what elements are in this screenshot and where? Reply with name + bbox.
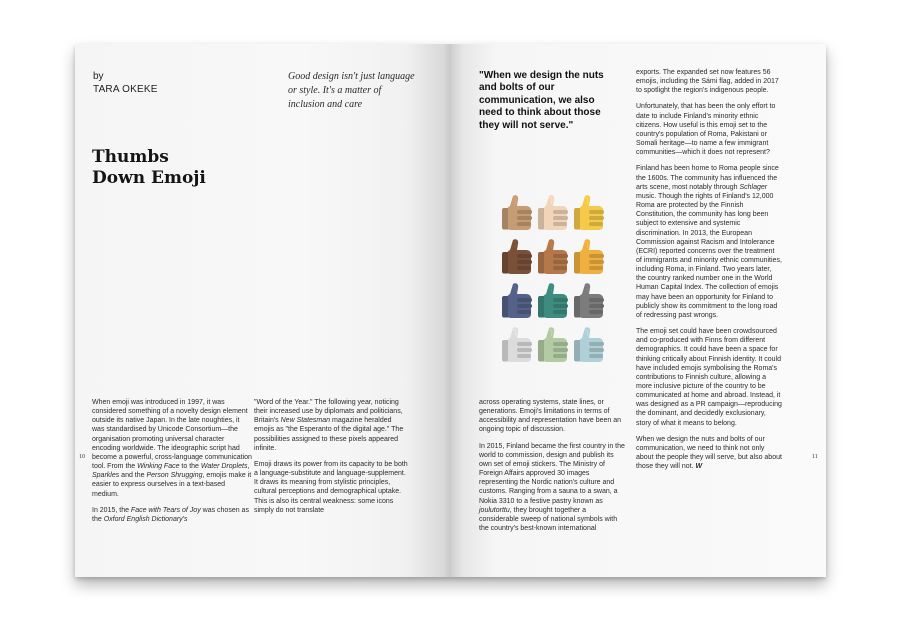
- text-run: When we design the nuts and bolts of our communication, we need to think not only about the people they will serve, but also about those they will not.: [636, 435, 782, 471]
- text-run-italic: Oxford English Dictionary's: [103, 515, 188, 523]
- page-number-left: 10: [79, 454, 85, 460]
- left-page: [75, 44, 451, 577]
- title-line-2: Down Emoji: [92, 168, 206, 188]
- thumbs-up-icon: [501, 192, 535, 232]
- article-title: [92, 147, 262, 189]
- paragraph: The emoji set could have been crowdsourced and co-produced with Finns from different demographics. It could have been a space for thinking critically about Finnish identity. It could have included emojis symbolising the Roma's contributions to Finnish culture, allowing a more inclusive picture of the country to be communicated at home and abroad. Instead, it was designed as a PR campaign—reproducing the dominant, and decidedly exclusionary, story of what it means to belong.: [636, 328, 782, 427]
- paragraph: [479, 442, 625, 534]
- thumbs-emoji-grid: [501, 192, 619, 368]
- text-run: When emoji was introduced in 1997, it was considered something of a novelty design element outside its native Japan. In the late noughties, it was standardised by Unicode Consortium—the organisation promoting universal character encoding worldwide. The ideographic script had become a powerful, cross-language communication tool. From the: [92, 399, 252, 471]
- text-run-italic: Water Droplets: [200, 463, 248, 471]
- tagline: Good design isn't just language or style. It's a matter of inclusion and care: [288, 71, 415, 110]
- text-run: In 2015, Finland became the first country in the world to commission, design and publish its own set of emoji stickers. The Ministry of Foreign Affairs approved 30 images representing the Nordic nation's culture and customs. Ranging from a sauna to a swan, a Nokia 3310 to a festive pastry known as: [479, 442, 625, 505]
- signoff-mark: W: [695, 463, 703, 471]
- title-line-1: Thumbs: [92, 147, 169, 167]
- text-run-italic: Face with Tears of Joy: [130, 506, 201, 514]
- body-column-3: [479, 398, 625, 533]
- text-run: and the: [119, 472, 147, 480]
- text-run-italic: Sparkles: [92, 472, 120, 480]
- author-name: TARA OKEKE: [93, 84, 158, 95]
- body-column-1: [92, 398, 252, 524]
- thumbs-up-icon: [573, 192, 607, 232]
- byline: [93, 70, 158, 96]
- paragraph: Unfortunately, that has been the only effort to date to include Finland's minority ethnic citizens. How useful is this emoji set to the country's population of Roma, Pakistani or Somali heritage—to name a few immigrant communities—which it does not represent?: [636, 103, 776, 157]
- thumbs-up-icon: [537, 236, 571, 276]
- paragraph: [636, 164, 782, 320]
- thumbs-up-icon: [573, 324, 607, 364]
- text-run: magazine heralded emojis as "the Esperanto of the digital age." The possibilities assigned to these pixels appeared infinite.: [254, 417, 404, 452]
- paragraph: across operating systems, state lines, or generations. Emoji's limitations in terms of accessibility and representation have been an ongoing topic of discussion.: [479, 399, 622, 434]
- text-run: to the: [179, 463, 201, 471]
- byline-prefix: by: [93, 71, 104, 82]
- text-run: "Word of the Year." The following year, noticing their increased use by diplomats and politicians, Britain's: [254, 399, 403, 425]
- body-column-4: [636, 68, 782, 471]
- text-run: , emojis make it easier to express ourselves in a text-based medium.: [92, 472, 252, 498]
- text-run: ,: [247, 463, 250, 471]
- thumbs-up-icon: [501, 280, 535, 320]
- paragraph: [92, 398, 252, 499]
- paragraph: [636, 435, 782, 472]
- thumbs-up-icon: [501, 324, 535, 364]
- thumbs-up-icon: [537, 192, 571, 232]
- paragraph: [254, 398, 410, 453]
- text-run-italic: joulutorttu: [479, 506, 510, 514]
- text-run-italic: Person Shrugging: [146, 472, 203, 480]
- thumbs-up-icon: [537, 280, 571, 320]
- thumbs-up-icon: [501, 236, 535, 276]
- text-run-italic: Schlager: [739, 183, 768, 191]
- thumbs-up-icon: [537, 324, 571, 364]
- text-run: music. Though the rights of Finland's 12,000 Roma are protected by the Finnish Constitution, the community has long been subject to extensive and systemic discrimination. In 2013, the European Commission against Racism and Intolerance (ECRI) reported concerns over the treatment of immigrants and minority ethnic communities, including Roma, in Finland. Two years later, the country ranked number one in the World Human Capital Index. The collection of emojis may have been an opportunity for Finland to publicly show its commitment to the long road of redressing past wrongs.: [636, 192, 782, 319]
- text-run: , they brought together a considerable sweep of national symbols with the country's best-known international: [479, 506, 618, 533]
- thumbs-up-icon: [573, 280, 607, 320]
- text-run: Finland has been home to Roma people since the 1600s. The community has influenced the arts scene, most notably through: [636, 165, 779, 191]
- text-run: was chosen as the: [92, 506, 249, 523]
- pull-quote: "When we design the nuts and bolts of our communication, we also need to think about those they will not serve.": [479, 70, 604, 131]
- magazine-spread: [75, 44, 826, 577]
- paragraph: [92, 506, 252, 524]
- paragraph: Emoji draws its power from its capacity to be both a language-substitute and language-supplement. It draws its meaning from stylistic principles, cultural perceptions and demographical uptake. This is also its central weakness: some icons simply do not translate: [254, 460, 408, 514]
- paragraph: exports. The expanded set now features 56 emojis, including the Sámi flag, added in 2017 to spotlight the region's indigenous people.: [636, 69, 779, 95]
- right-page: [451, 44, 826, 577]
- text-run-italic: Winking Face: [137, 463, 180, 471]
- body-column-2: [254, 398, 410, 515]
- thumbs-up-icon: [573, 236, 607, 276]
- text-run: In 2015, the: [92, 506, 131, 514]
- text-run-italic: New Statesman: [280, 417, 331, 425]
- page-number-right: 11: [812, 454, 818, 460]
